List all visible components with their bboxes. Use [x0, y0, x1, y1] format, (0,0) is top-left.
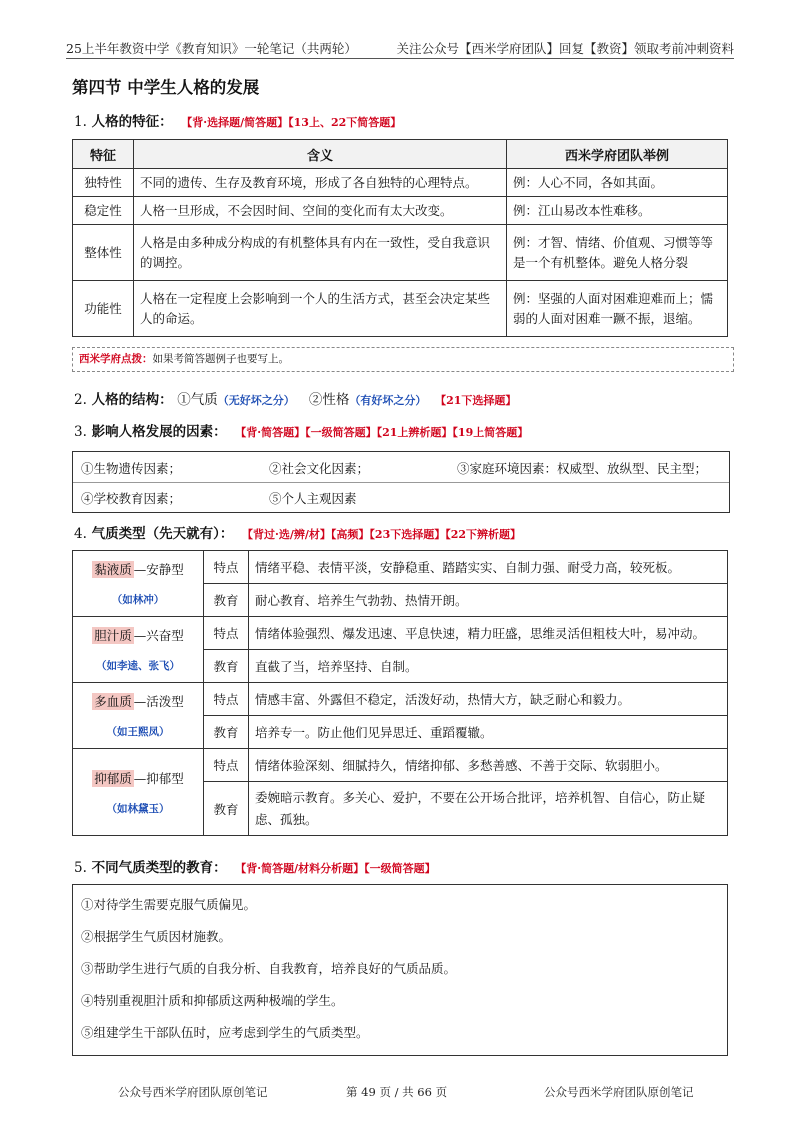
temperament-table	[72, 550, 728, 836]
temperament-alias: —兴奋型	[133, 628, 184, 643]
edu-text: 耐心教育、培养生气勃勃、热情开朗。	[249, 584, 728, 617]
s1-title: 人格的特征：	[91, 114, 173, 130]
list-item: ⑤组建学生干部队伍时，应考虑到学生的气质类型。	[81, 1025, 369, 1040]
s2-title: 人格的结构：	[91, 392, 173, 408]
s2-item2-note: （有好坏之分）	[349, 394, 427, 407]
footer-right: 公众号西米学府团队原创笔记	[544, 1085, 694, 1099]
s2-item1: ①气质	[177, 392, 218, 408]
s4-heading	[74, 522, 521, 542]
trait-meaning: 人格在一定程度上会影响到一个人的生活方式，甚至会决定某些人的命运。	[134, 281, 507, 337]
list-item: ③帮助学生进行气质的自我分析、自我教育，培养良好的气质品质。	[81, 961, 457, 976]
trait-meaning: 不同的遗传、生存及教育环境，形成了各自独特的心理特点。	[134, 169, 507, 197]
table-header-row	[73, 140, 728, 169]
s4-number: 4.	[74, 526, 87, 542]
factor-item: ③家庭环境因素：权威型、放纵型、民主型；	[457, 461, 708, 476]
tip-box	[72, 347, 734, 372]
edu-text: 直截了当，培养坚持、自制。	[249, 650, 728, 683]
s3-title: 影响人格发展的因素：	[91, 424, 227, 440]
temperament-type: 胆汁质	[94, 628, 132, 643]
edu-label: 教育	[204, 782, 249, 836]
s3-number: 3.	[74, 424, 87, 440]
temperament-type: 黏液质	[94, 562, 132, 577]
s2-tag: 【21下选择题】	[435, 394, 517, 407]
trait-example: 例：人心不同，各如其面。	[507, 169, 728, 197]
s2-heading	[74, 388, 516, 408]
factor-item: ①生物遗传因素；	[81, 461, 182, 476]
temperament-alias: —安静型	[133, 562, 184, 577]
s5-heading	[74, 856, 436, 876]
s2-number: 2.	[74, 392, 87, 408]
edu-label: 教育	[204, 716, 249, 749]
table-row	[73, 225, 728, 281]
col-header-trait: 特征	[73, 140, 134, 169]
trait-label: 特点	[204, 683, 249, 716]
edu-label: 教育	[204, 584, 249, 617]
trait-label: 特点	[204, 617, 249, 650]
list-item: ④特别重视胆汁质和抑郁质这两种极端的学生。	[81, 993, 344, 1008]
s2-item2: ②性格	[308, 392, 350, 408]
s2-item1-note: （无好坏之分）	[217, 394, 295, 407]
table-row	[73, 281, 728, 337]
table-row	[73, 683, 728, 716]
trait-text: 情绪体验强烈、爆发迅速、平息快速，精力旺盛，思维灵活但粗枝大叶，易冲动。	[249, 617, 728, 650]
trait-name: 稳定性	[73, 197, 134, 225]
trait-name: 整体性	[73, 225, 134, 281]
table-row	[73, 551, 728, 584]
edu-text: 委婉暗示教育。多关心、爱护，不要在公开场合批评，培养机智、自信心，防止疑虑、孤独。	[249, 782, 728, 836]
s1-number: 1.	[74, 114, 87, 130]
trait-example: 例：江山易改本性难移。	[507, 197, 728, 225]
temperament-cell	[73, 551, 204, 617]
s3-heading	[74, 420, 528, 440]
footer-left: 公众号西米学府团队原创笔记	[118, 1085, 268, 1099]
temperament-alias: —抑郁型	[133, 770, 184, 786]
trait-name: 功能性	[73, 281, 134, 337]
col-header-example: 西米学府团队举例	[507, 140, 728, 169]
trait-example: 例：才智、情绪、价值观、习惯等等是一个有机整体。避免人格分裂	[507, 225, 728, 281]
footer-page-number: 第 49 页 / 共 66 页	[346, 1085, 448, 1099]
temperament-cell	[73, 749, 204, 836]
s1-tag: 【背·选择题/简答题】【13上、22下简答题】	[181, 116, 402, 129]
factor-item: ④学校教育因素；	[81, 491, 182, 506]
temperament-example: （如李逵、张飞）	[96, 660, 180, 672]
table-row	[73, 617, 728, 650]
trait-example: 例：坚强的人面对困难迎难而上；懦弱的人面对困难一蹶不振，退缩。	[507, 281, 728, 337]
trait-text: 情感丰富、外露但不稳定，活泼好动，热情大方，缺乏耐心和毅力。	[249, 683, 728, 716]
s4-title: 气质类型（先天就有）：	[91, 526, 234, 542]
temperament-example: （如王熙凤）	[106, 726, 170, 738]
edu-label: 教育	[204, 650, 249, 683]
temperament-example: （如林冲）	[111, 594, 165, 606]
s3-tag: 【背·简答题】【一级简答题】【21上辨析题】【19上简答题】	[235, 426, 529, 439]
temperament-example: （如林黛玉）	[106, 802, 170, 815]
edu-text: 培养专一。防止他们见异思迁、重蹈覆辙。	[249, 716, 728, 749]
list-item: ①对待学生需要克服气质偏见。	[81, 897, 257, 912]
list-item: ②根据学生气质因材施教。	[81, 929, 232, 944]
factors-row	[73, 482, 729, 512]
temperament-cell	[73, 683, 204, 749]
s5-number: 5.	[74, 860, 87, 876]
header-right-text: 关注公众号【西米学府团队】回复【教资】领取考前冲刺资料	[396, 41, 734, 56]
factors-row	[73, 452, 729, 483]
s1-heading	[74, 110, 401, 130]
trait-text: 情绪体验深刻、细腻持久，情绪抑郁、多愁善感、不善于交际、软弱胆小。	[249, 749, 728, 782]
factors-box	[72, 451, 730, 513]
trait-label: 特点	[204, 749, 249, 782]
table-row	[73, 749, 728, 782]
tip-text: 如果考简答题例子也要写上。	[152, 353, 289, 365]
page-header	[66, 36, 734, 59]
factor-item: ②社会文化因素；	[269, 461, 370, 476]
header-left-text: 25上半年教资中学《教育知识》一轮笔记（共两轮）	[66, 41, 357, 56]
temperament-type: 抑郁质	[94, 770, 132, 786]
col-header-meaning: 含义	[134, 140, 507, 169]
personality-traits-table	[72, 139, 728, 337]
factor-item: ⑤个人主观因素	[269, 491, 357, 506]
tip-label: 西米学府点拨：	[79, 353, 153, 365]
trait-label: 特点	[204, 551, 249, 584]
table-row	[73, 197, 728, 225]
temperament-alias: —活泼型	[133, 694, 184, 709]
trait-name: 独特性	[73, 169, 134, 197]
s5-title: 不同气质类型的教育：	[91, 860, 227, 876]
education-list-box	[72, 884, 728, 1056]
table-row	[73, 169, 728, 197]
temperament-cell	[73, 617, 204, 683]
section-title: 第四节 中学生人格的发展	[72, 78, 260, 97]
trait-text: 情绪平稳、表情平淡，安静稳重、踏踏实实、自制力强、耐受力高，较死板。	[249, 551, 728, 584]
temperament-type: 多血质	[94, 694, 132, 709]
s5-tag: 【背·简答题/材料分析题】【一级简答题】	[235, 862, 436, 875]
trait-meaning: 人格一旦形成，不会因时间、空间的变化而有太大改变。	[134, 197, 507, 225]
s4-tag: 【背过·选/辨/材】【高频】【23下选择题】【22下辨析题】	[242, 528, 522, 541]
trait-meaning: 人格是由多种成分构成的有机整体具有内在一致性，受自我意识的调控。	[134, 225, 507, 281]
